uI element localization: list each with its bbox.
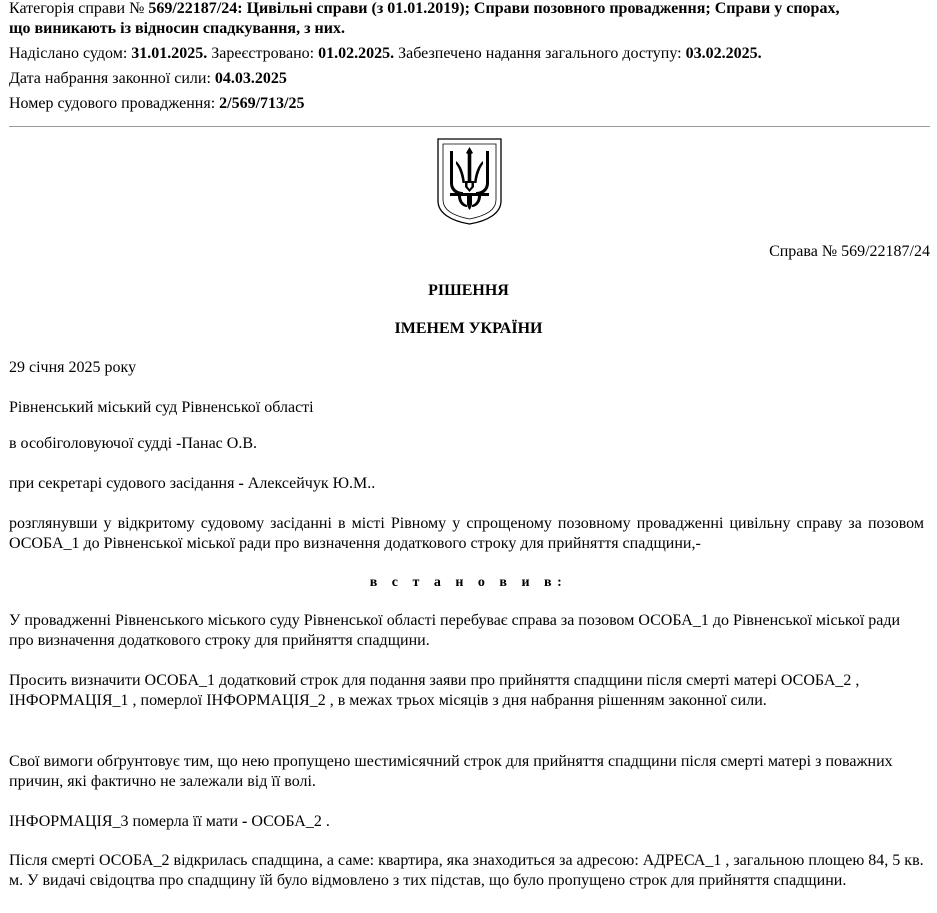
access-value: 03.02.2025. [685, 45, 762, 62]
registered-label: Зареєстровано: [207, 45, 319, 62]
proceeding-value: 2/569/713/25 [219, 95, 305, 112]
paragraph-grounds: Свої вимоги обґрунтовує тим, що нею пропущено шестимісячний строк для прийняття спадщини після смерті матері з поважних причин, які фактично не залежали від її волі. [9, 753, 893, 790]
sent-value: 31.01.2025. [131, 45, 208, 62]
sent-label: Надіслано судом: [9, 45, 132, 62]
paragraph-request: Просить визначити ОСОБА_1 додатковий строк для подання заяви про прийняття спадщини після смерті матері ОСОБА_2 , ІНФОРМАЦІЯ_1 , померлої ІНФОРМАЦІЯ_2 , в межах трьох місяців з дня набрання рішенням законної сили. [9, 672, 860, 709]
established-heading: в с т а н о в и в: [369, 575, 568, 590]
considered-paragraph: розглянувши у відкритому судовому засіданні в місті Рівному у спрощеному позовному провадженні цивільну справу за позовом ОСОБА_1 до Рівненської міської ради про визначення додаткового строку для прийняття спадщини,- [9, 515, 924, 552]
effective-date [9, 69, 934, 89]
category-value: 569/22187/24: Цивільні справи (з 01.01.2019); Справи позовного провадження; Справи у спорах, [148, 0, 840, 17]
secretary-dash: - [238, 475, 244, 492]
trident-coat-of-arms-icon [436, 137, 503, 225]
death-dash: - [242, 813, 248, 830]
presiding-judge: в особіголовуючої судді -Панас О.В. [9, 435, 258, 452]
decision-title: РІШЕННЯ [428, 282, 509, 299]
proceeding-label: Номер судового провадження: [9, 95, 220, 112]
court-name: Рівненський міський суд Рівненської області [9, 399, 314, 416]
death-text-a: ІНФОРМАЦІЯ_3 померла її мати [9, 813, 243, 830]
decision-date: 29 січня 2025 року [9, 359, 137, 376]
court-secretary [9, 474, 924, 494]
effective-value: 04.03.2025 [214, 70, 287, 87]
case-category [9, 0, 934, 19]
case-number: Справа № 569/22187/24 [769, 243, 930, 260]
paragraph-inheritance: Після смерті ОСОБА_2 відкрилась спадщина, а саме: квартира, яка знаходиться за адресою: АДРЕСА_1 , загальною площею 84, 5 кв. м. У видачі свідоцтва про спадщину їй було відмовлено з тих підстав, що було пропущено строк для прийняття спадщини. [9, 852, 924, 889]
secretary-label: при секретарі судового засідання [9, 475, 239, 492]
paragraph-death [9, 812, 924, 832]
proceeding-number [9, 94, 934, 114]
header-divider [9, 126, 930, 127]
category-label: Категорія справи № [9, 0, 149, 17]
case-metadata [9, 0, 934, 114]
case-dates [9, 44, 934, 64]
registered-value: 01.02.2025. [318, 45, 395, 62]
death-text-b: ОСОБА_2 . [247, 813, 330, 830]
decision-subtitle: ІМЕНЕМ УКРАЇНИ [394, 320, 543, 337]
paragraph-proceedings: У провадженні Рівненського міського суду Рівненської області перебуває справа за позовом ОСОБА_1 до Рівненської міської ради про визначення додаткового строку для прийняття спадщини. [9, 612, 901, 649]
category-value-cont: що виникають із відносин спадкування, з них. [9, 20, 345, 37]
access-label: Забезпечено надання загального доступу: [394, 45, 686, 62]
secretary-name: Алексейчук Ю.М.. [243, 475, 376, 492]
effective-label: Дата набрання законної сили: [9, 70, 215, 87]
